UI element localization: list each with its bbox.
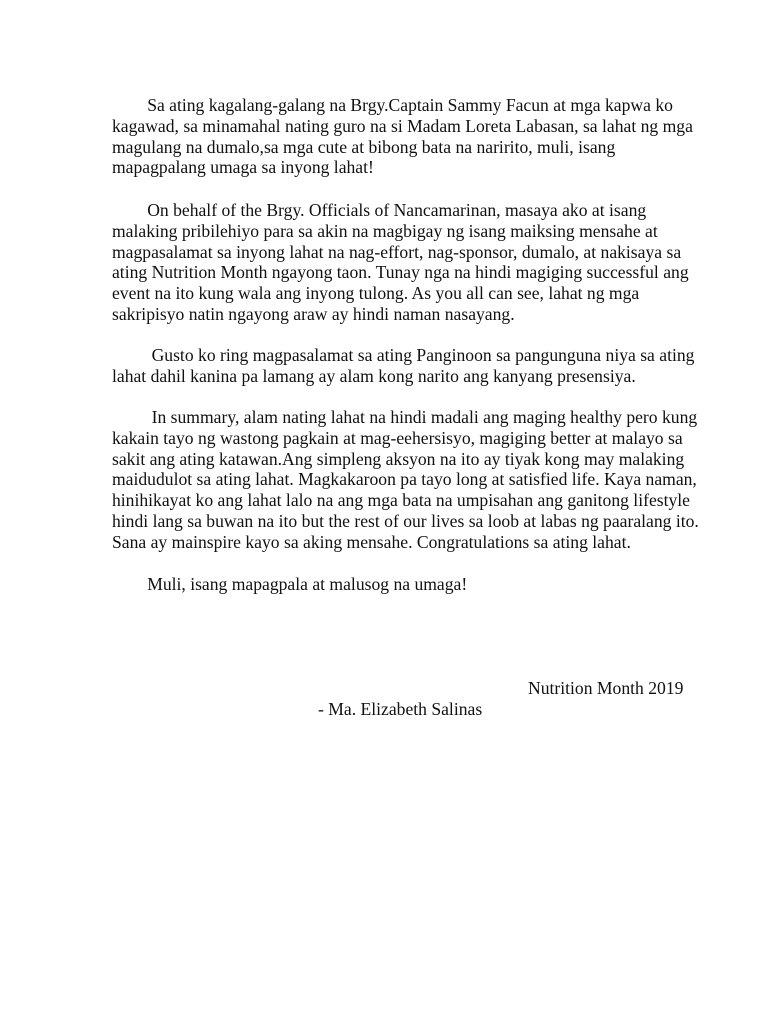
text-line: sakit ang ating katawan.Ang simpleng aksyon na ito ay tiyak kong may malaking (112, 448, 685, 469)
text-line: ating Nutrition Month ngayong taon. Tunay nga na hindi magiging successful ang (112, 262, 689, 283)
text-line: Sana ay mainspire kayo sa aking mensahe. Congratulations sa ating lahat. (112, 531, 631, 552)
text-line: magpasalamat sa inyong lahat na nag-effort, nag-sponsor, dumalo, at nakisaya sa (112, 241, 682, 262)
text-line: Sa ating kagalang-galang na Brgy.Captain Sammy Facun at mga kapwa ko (112, 95, 673, 115)
text-line: Muli, isang mapagpala at malusog na umaga! (112, 574, 468, 594)
text-line: kagawad, sa minamahal nating guro na si Madam Loreta Labasan, sa lahat ng mga (112, 115, 693, 136)
text-line: hindi lang sa buwan na ito but the rest of our lives sa loob at labas ng paaralang ito. (112, 510, 699, 531)
text-line: maidudulot sa ating lahat. Magkakaroon pa tayo long at satisfied life. Kaya naman, (112, 469, 697, 490)
text-line: kakain tayo ng wastong pagkain at mag-eehersisyo, magiging better at malayo sa (112, 427, 683, 448)
text-line: lahat dahil kanina pa lamang ay alam kong narito ang kanyang presensiya. (112, 365, 636, 386)
text-line: mapagpalang umaga sa inyong lahat! (112, 157, 374, 178)
text-line: sakripisyo natin ngayong araw ay hindi naman nasayang. (112, 303, 515, 324)
paragraph-thanks-officials (112, 200, 702, 325)
text-line: magulang na dumalo,sa mga cute at bibong bata na naririto, muli, isang (112, 136, 616, 157)
text-line: On behalf of the Brgy. Officials of Nancamarinan, masaya ako at isang (112, 200, 647, 220)
signature-event: Nutrition Month 2019 (528, 678, 684, 698)
signature-author: - Ma. Elizabeth Salinas (318, 699, 483, 719)
text-line: In summary, alam nating lahat na hindi madali ang maging healthy pero kung (112, 407, 698, 427)
text-line: hinihikayat ko ang lahat lalo na ang mga bata na umpisahan ang ganitong lifestyle (112, 490, 690, 511)
paragraph-greeting (112, 95, 702, 178)
paragraph-thanks-lord (112, 345, 702, 387)
paragraph-summary (112, 407, 702, 553)
text-line: Gusto ko ring magpasalamat sa ating Panginoon sa pangunguna niya sa ating (112, 345, 695, 365)
text-line: event na ito kung wala ang inyong tulong. As you all can see, lahat ng mga (112, 283, 640, 304)
text-line: malaking pribilehiyo para sa akin na magbigay ng isang maiksing mensahe at (112, 220, 658, 241)
paragraph-closing (112, 574, 702, 595)
